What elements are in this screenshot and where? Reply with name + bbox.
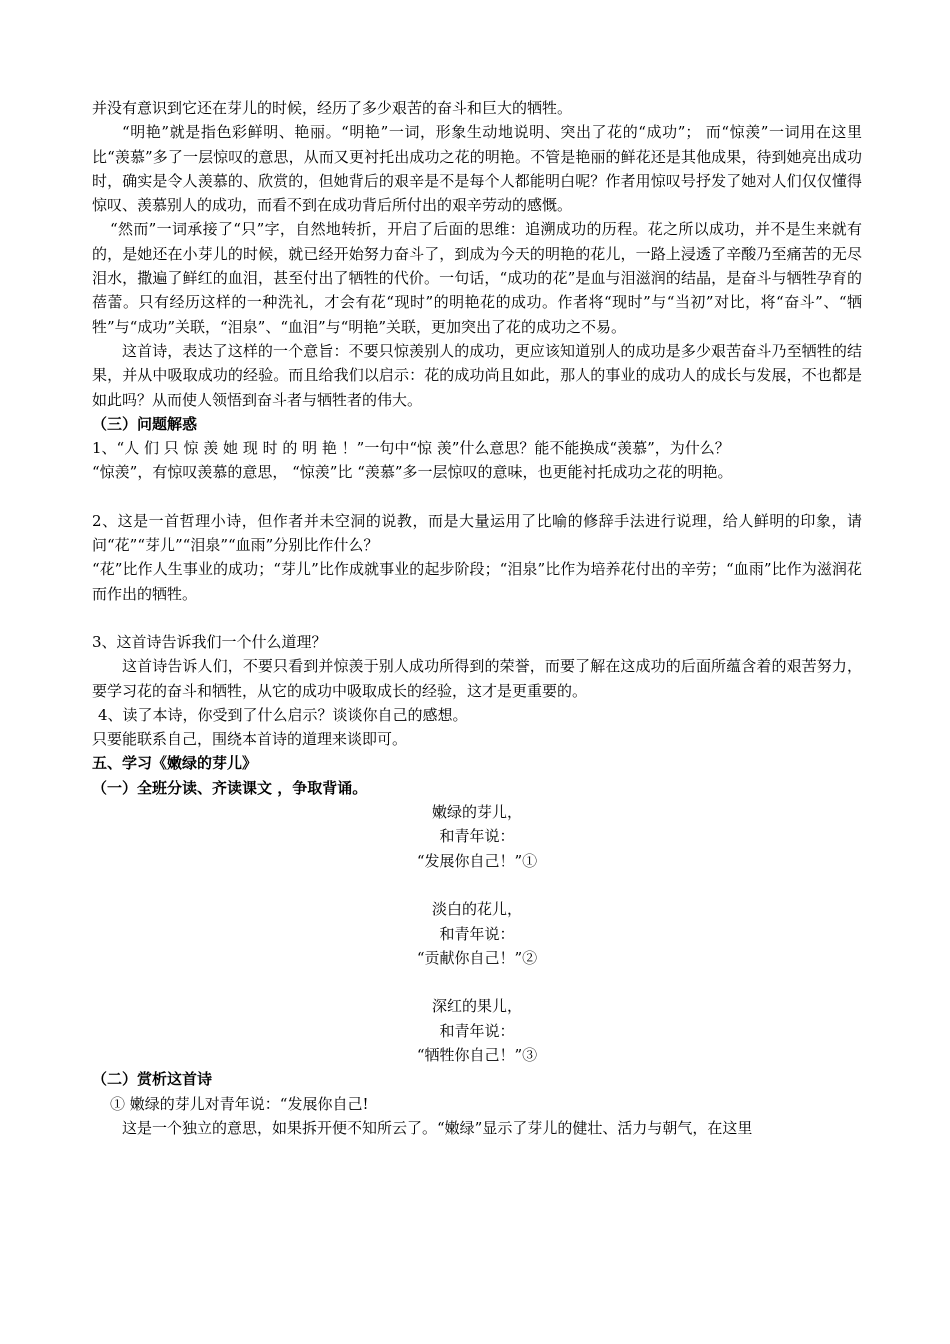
answer: “花”比作人生事业的成功；“芽儿”比作成就事业的起步阶段；“泪泉”比作为培养花付出的辛劳；“血雨”比作为滋润花而作出的牺牲。 (92, 560, 862, 603)
poem-line: 淡白的花儿， (431, 900, 522, 919)
stanza-gap (92, 970, 862, 994)
section-heading: （一）全班分读、齐读课文 ，争取背诵。 (92, 778, 368, 797)
paragraph: “明艳”就是指色彩鲜明、艳丽。“明艳”一词，形象生动地说明、突出了花的“成功”； 而“惊羡”一词用在这里比“羡慕”多了一层惊叹的意思，从而又更衬托出成功之花的明艳。不管是艳丽的鲜花还是其他成果，待到她亮出成功时，确实是令人羡慕的、欣赏的，但她背后的艰辛是不是每个人都能明白呢？作者用惊叹号抒发了她对人们仅仅懂得惊叹、羡慕别人的成功，而看不到在成功背后所付出的艰辛劳动的感慨。 (92, 123, 862, 215)
poem-line: “发展你自己！”① (416, 851, 538, 870)
question: 3、这首诗告诉我们一个什么道理？ (92, 632, 327, 651)
answer: 只要能联系自己，围绕本首诗的道理来谈即可。 (92, 730, 408, 749)
poem-line: 深红的果儿， (431, 997, 522, 1016)
section-heading: （三）问题解惑 (92, 414, 198, 433)
answer: “惊羡”，有惊叹羡慕的意思， “惊羡”比 “羡慕”多一层惊叹的意味，也更能衬托成功之花的明艳。 (92, 463, 733, 482)
poem-line: “贡献你自己！”② (416, 948, 538, 967)
question: 1、“人 们 只 惊 羡 她 现 时 的 明 艳 ！”一句中“惊 羡”什么意思？能不能换成“羡慕”，为什么？ (92, 439, 730, 458)
paragraph: “然而”一词承接了“只”字，自然地转折，开启了后面的思维：追溯成功的历程。花之所以成功，并不是生来就有的，是她还在小芽儿的时候，就已经开始努力奋斗了，到成为今天的明艳的花儿，一路上浸透了辛酸乃至痛苦的无尽泪水，撒遍了鲜红的血泪，甚至付出了牺牲的代价。一句话，“成功的花”是血与泪滋润的结晶，是奋斗与牺牲孕育的蓓蕾。只有经历这样的一种洗礼，才会有花“现时”的明艳花的成功。作者将“现时”与“当初”对比，将“奋斗”、“牺牲”与“成功”关联，“泪泉”、“血泪”与“明艳”关联，更加突出了花的成功之不易。 (92, 220, 862, 336)
paragraph: 这首诗，表达了这样的一个意旨：不要只惊羡别人的成功，更应该知道别人的成功是多少艰苦奋斗乃至牺牲的结果，并从中吸取成功的经验。而且给我们以启示：花的成功尚且如此，那人的事业的成功人的成长与发展，不也都是如此吗？从而使人领悟到奋斗者与牺牲者的伟大。 (92, 341, 862, 409)
poem-line: 和青年说： (439, 1021, 515, 1040)
spacer (92, 485, 862, 509)
stanza-gap (92, 873, 862, 897)
paragraph: 并没有意识到它还在芽儿的时候，经历了多少艰苦的奋斗和巨大的牺牲。 (92, 99, 573, 117)
question: 2、这是一首哲理小诗，但作者并未空洞的说教，而是大量运用了比喻的修辞手法进行说理，给人鲜明的印象，请问“花”“芽儿”“泪泉”“血雨”分别比作什么？ (92, 511, 862, 555)
poem-line: “牺牲你自己！”③ (416, 1045, 538, 1064)
section-heading: 五、学习《嫩绿的芽儿》 (92, 754, 258, 773)
question: 4、读了本诗，你受到了什么启示？谈谈你自己的感想。 (98, 705, 468, 724)
paragraph: ① 嫩绿的芽儿对青年说：“发展你自己! (110, 1094, 369, 1113)
section-heading: （二）赏析这首诗 (92, 1070, 213, 1089)
poem (92, 800, 862, 1067)
poem-line: 嫩绿的芽儿， (431, 803, 522, 822)
poem-line: 和青年说： (439, 924, 515, 943)
answer: 这首诗告诉人们，不要只看到并惊羡于别人成功所得到的荣誉，而要了解在这成功的后面所蕴含着的艰苦努力，要学习花的奋斗和牺牲，从它的成功中吸取成长的经验，这才是更重要的。 (92, 657, 862, 700)
paragraph: 这是一个独立的意思，如果拆开便不知所云了。“嫩绿”显示了芽儿的健壮、活力与朝气，在这里 (122, 1118, 753, 1137)
spacer (92, 606, 862, 630)
poem-line: 和青年说： (439, 827, 515, 846)
